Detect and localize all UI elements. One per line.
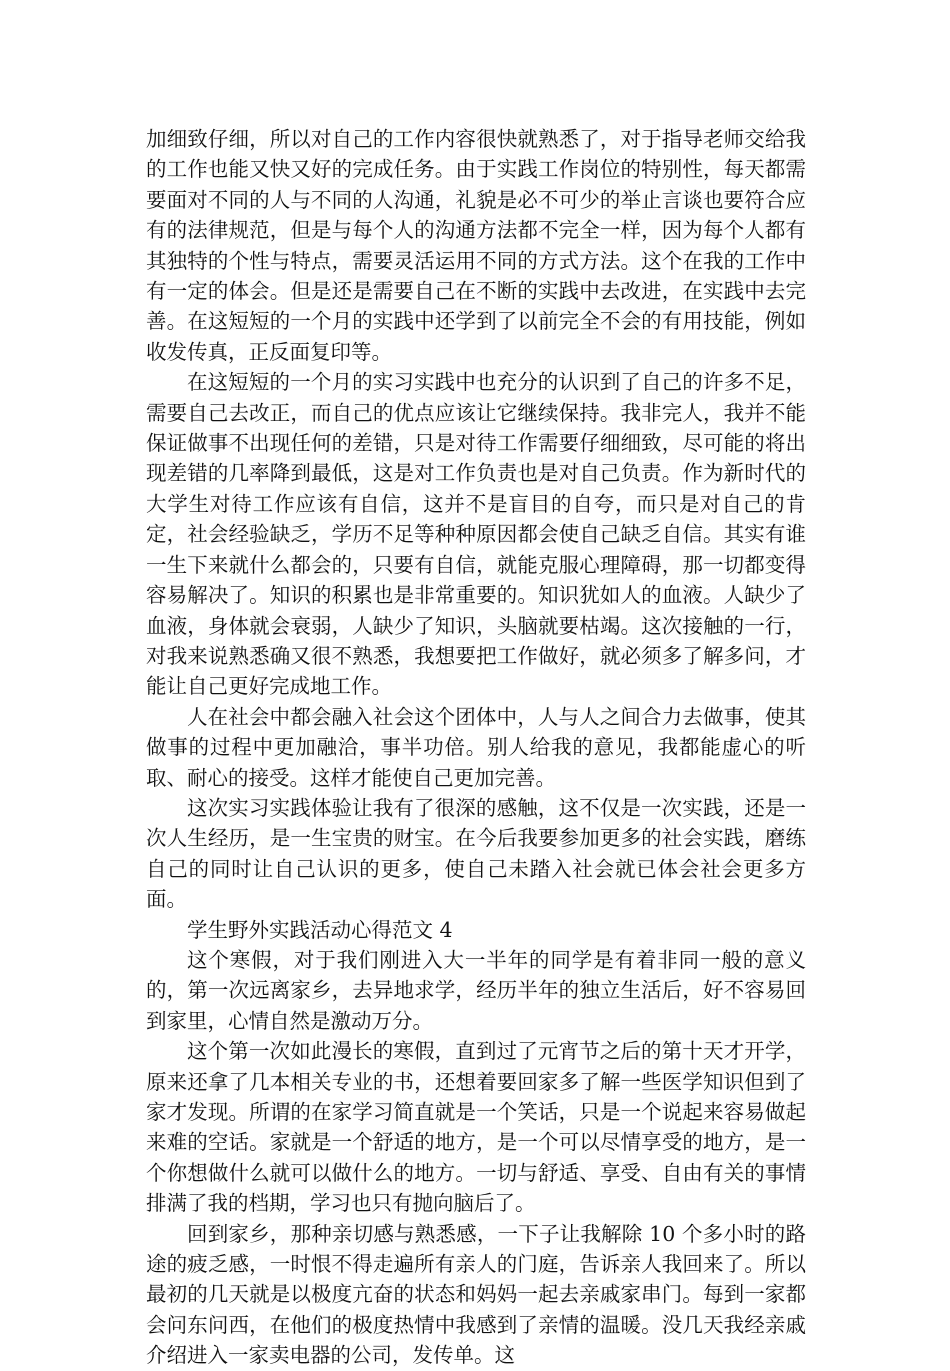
paragraph: 这次实习实践体验让我有了很深的感触，这不仅是一次实践，还是一次人生经历，是一生宝贵的财宝。在今后我要参加更多的社会实践，磨练自己的同时让自己认识的更多，使自己未踏入社会就已体会社会更多方面。 xyxy=(146,795,806,912)
paragraph-continued: 加细致仔细，所以对自己的工作内容很快就熟悉了，对于指导老师交给我的工作也能又快又好的完成任务。由于实践工作岗位的特别性，每天都需要面对不同的人与不同的人沟通，礼貌是必不可少的举止言谈也要符合应有的法律规范，但是与每个人的沟通方法都不完全一样，因为每个人都有其独特的个性与特点，需要灵活运用不同的方式方法。这个在我的工作中有一定的体会。但是还是需要自己在不断的实践中去改进，在实践中去完善。在这短短的一个月的实践中还学到了以前完全不会的有用技能，例如收发传真，正反面复印等。 xyxy=(146,127,806,364)
paragraph: 在这短短的一个月的实习实践中也充分的认识到了自己的许多不足，需要自己去改正，而自己的优点应该让它继续保持。我非完人，我并不能保证做事不出现任何的差错，只是对待工作需要仔细细致，尽可能的将出现差错的几率降到最低，这是对工作负责也是对自己负责。作为新时代的大学生对待工作应该有自信，这并不是盲目的自夸，而只是对自己的肯定，社会经验缺乏，学历不足等种种原因都会使自己缺乏自信。其实有谁一生下来就什么都会的，只要有自信，就能克服心理障碍，那一切都变得容易解决了。知识的积累也是非常重要的。知识犹如人的血液。人缺少了血液，身体就会衰弱，人缺少了知识，头脑就要枯竭。这次接触的一行，对我来说熟悉确又很不熟悉，我想要把工作做好，就必须多了解多问，才能让自己更好完成地工作。 xyxy=(146,370,806,699)
paragraph: 回到家乡，那种亲切感与熟悉感，一下子让我解除 10 个多小时的路途的疲乏感，一时恨不得走遍所有亲人的门庭，告诉亲人我回来了。所以最初的几天就是以极度亢奋的状态和妈妈一起去亲戚家串门。每到一家都会问东问西，在他们的极度热情中我感到了亲情的温暖。没几天我经亲戚介绍进入一家卖电器的公司，发传单。这 xyxy=(146,1221,806,1368)
section-heading: 学生野外实践活动心得范文 4 xyxy=(187,917,453,942)
document-page xyxy=(146,124,806,1371)
paragraph: 人在社会中都会融入社会这个团体中，人与人之间合力去做事，使其做事的过程中更加融洽，事半功倍。别人给我的意见，我都能虚心的听取、耐心的接受。这样才能使自己更加完善。 xyxy=(146,704,806,790)
paragraph: 这个寒假，对于我们刚进入大一半年的同学是有着非同一般的意义的，第一次远离家乡，去异地求学，经历半年的独立生活后，好不容易回到家里，心情自然是激动万分。 xyxy=(146,947,806,1033)
paragraph: 这个第一次如此漫长的寒假，直到过了元宵节之后的第十天才开学，原来还拿了几本相关专业的书，还想着要回家多了解一些医学知识但到了家才发现。所谓的在家学习简直就是一个笑话，只是一个说起来容易做起来难的空话。家就是一个舒适的地方，是一个可以尽情享受的地方，是一个你想做什么就可以做什么的地方。一切与舒适、享受、自由有关的事情排满了我的档期，学习也只有抛向脑后了。 xyxy=(146,1039,806,1216)
